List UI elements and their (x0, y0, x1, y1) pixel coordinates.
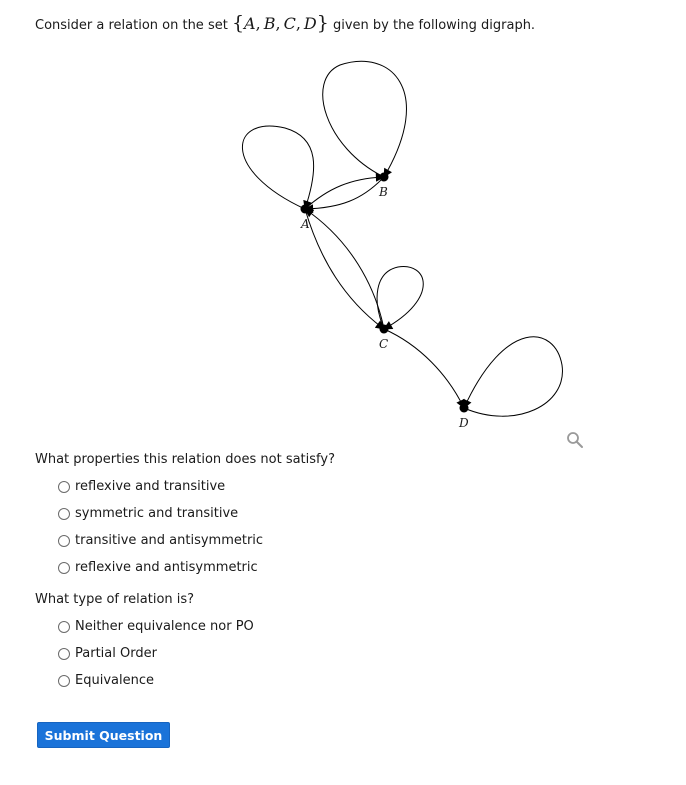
edge-c-a (305, 209, 384, 329)
node-a (301, 205, 310, 214)
option-transitive-antisymmetric[interactable] (58, 527, 263, 554)
radio-button[interactable] (58, 562, 70, 574)
question-1-text: What properties this relation does not satisfy? (35, 452, 335, 467)
set-notation: {A, B, C, D} (231, 12, 329, 34)
node-label-d: D (459, 416, 469, 430)
edge-loop-b (323, 61, 407, 177)
option-label: transitive and antisymmetric (75, 533, 264, 548)
radio-button[interactable] (58, 535, 70, 547)
option-symmetric-transitive[interactable] (58, 500, 263, 527)
node-b (380, 173, 389, 182)
prompt-text-after: given by the following digraph. (332, 18, 536, 33)
edge-loop-d (464, 337, 562, 416)
edge-loop-c (377, 267, 423, 329)
submit-question-button[interactable]: Submit Question (37, 722, 170, 748)
option-partial-order[interactable] (58, 640, 254, 667)
node-label-b: B (379, 185, 388, 199)
option-reflexive-antisymmetric[interactable] (58, 554, 263, 581)
prompt-text-before: Consider a relation on the set (35, 18, 228, 33)
question-1-options (58, 473, 263, 581)
node-c (380, 325, 389, 334)
edge-loop-a (242, 126, 313, 209)
edge-a-c (305, 209, 384, 329)
option-label: reflexive and antisymmetric (75, 560, 258, 575)
set-element-a: A (244, 14, 256, 33)
option-reflexive-transitive[interactable] (58, 473, 263, 500)
option-label: reflexive and transitive (75, 479, 226, 494)
radio-button[interactable] (58, 675, 70, 687)
node-label-c: C (379, 337, 389, 351)
option-label: Equivalence (75, 673, 154, 688)
option-neither-equivalence-nor-po[interactable] (58, 613, 254, 640)
set-element-d: D (303, 14, 317, 33)
set-element-c: C (283, 14, 296, 33)
option-label: Neither equivalence nor PO (75, 619, 254, 634)
question-2-text: What type of relation is? (35, 592, 195, 607)
magnify-icon[interactable] (566, 431, 584, 449)
option-equivalence[interactable] (58, 667, 254, 694)
set-element-b: B (263, 14, 276, 33)
edge-b-a (305, 177, 384, 209)
question-2-options (58, 613, 254, 694)
radio-button[interactable] (58, 508, 70, 520)
option-label: symmetric and transitive (75, 506, 239, 521)
node-label-a: A (301, 217, 310, 231)
edge-a-b (305, 177, 384, 209)
radio-button[interactable] (58, 481, 70, 493)
radio-button[interactable] (58, 621, 70, 633)
node-d (460, 404, 469, 413)
option-label: Partial Order (75, 646, 157, 661)
edge-c-d (384, 329, 464, 408)
radio-button[interactable] (58, 648, 70, 660)
